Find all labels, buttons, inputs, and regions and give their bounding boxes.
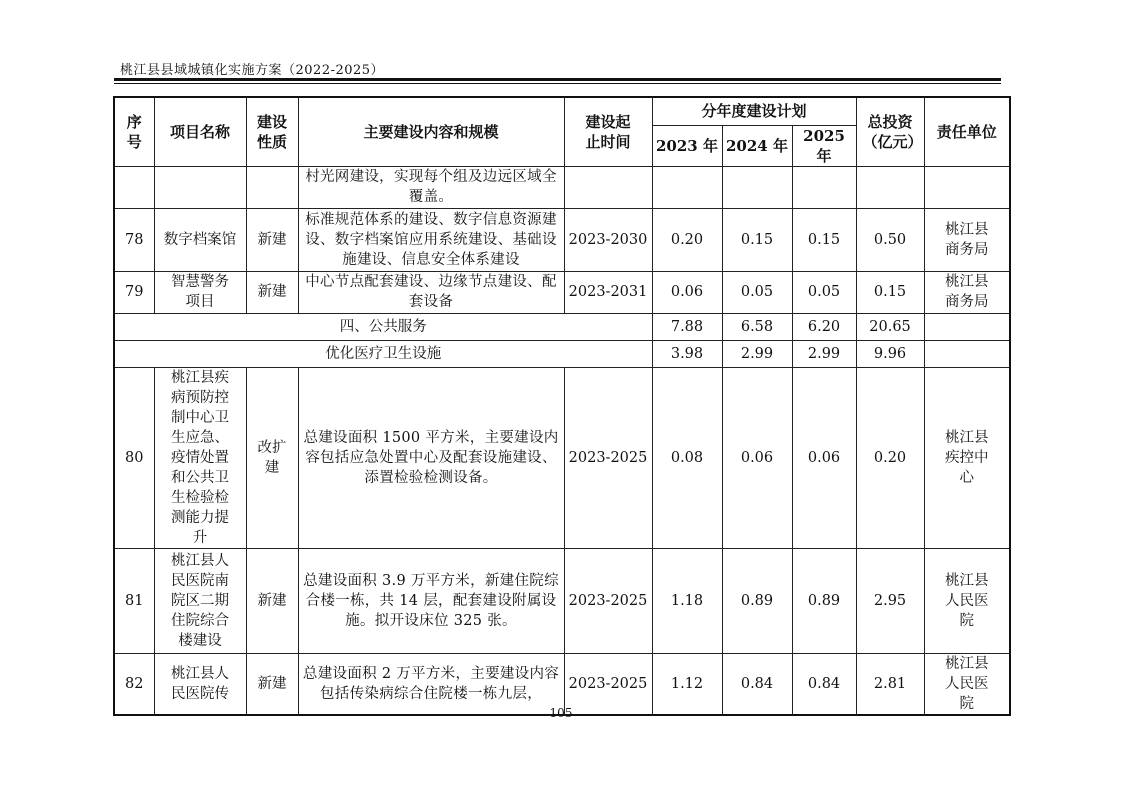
cell-y2025: 6.20 xyxy=(792,313,856,340)
cell-total: 0.15 xyxy=(856,271,924,313)
cell-y2025: 0.84 xyxy=(792,653,856,715)
table-row xyxy=(114,548,1010,653)
header-rule-thick xyxy=(114,78,1001,81)
cell-empty xyxy=(246,166,298,208)
cell-period: 2023-2025 xyxy=(564,367,652,548)
cell-total: 20.65 xyxy=(856,313,924,340)
cell-no: 82 xyxy=(114,653,154,715)
cell-name: 数字档案馆 xyxy=(154,208,246,271)
cell-y2025: 0.05 xyxy=(792,271,856,313)
cell-y2024: 0.89 xyxy=(722,548,792,653)
cell-name: 桃江县人民医院传 xyxy=(154,653,246,715)
cell-y2025: 0.15 xyxy=(792,208,856,271)
cell-total: 9.96 xyxy=(856,340,924,367)
cell-period: 2023-2031 xyxy=(564,271,652,313)
cell-total: 0.20 xyxy=(856,367,924,548)
cell-nature: 新建 xyxy=(246,271,298,313)
header-year-2025: 2025 年 xyxy=(792,125,856,166)
page-number: 105 xyxy=(549,706,573,720)
header-unit: 责任单位 xyxy=(924,97,1010,166)
cell-content: 标准规范体系的建设、数字信息资源建设、数字档案馆应用系统建设、基础设施建设、信息安全体系建设 xyxy=(298,208,564,271)
cell-y2024: 0.15 xyxy=(722,208,792,271)
cell-content: 中心节点配套建设、边缘节点建设、配套设备 xyxy=(298,271,564,313)
cell-period: 2023-2025 xyxy=(564,653,652,715)
cell-name: 桃江县人民医院南院区二期住院综合楼建设 xyxy=(154,548,246,653)
cell-total: 2.81 xyxy=(856,653,924,715)
cell-empty xyxy=(564,166,652,208)
header-year-2024: 2024 年 xyxy=(722,125,792,166)
cell-y2025: 2.99 xyxy=(792,340,856,367)
cell-nature: 新建 xyxy=(246,548,298,653)
cell-unit: 桃江县商务局 xyxy=(924,208,1010,271)
cell-name: 桃江县疾病预防控制中心卫生应急、疫情处置和公共卫生检验检测能力提升 xyxy=(154,367,246,548)
subsection-label: 优化医疗卫生设施 xyxy=(114,340,652,367)
cell-y2024: 6.58 xyxy=(722,313,792,340)
cell-empty xyxy=(924,313,1010,340)
cell-period: 2023-2030 xyxy=(564,208,652,271)
cell-empty xyxy=(924,340,1010,367)
cell-empty xyxy=(114,166,154,208)
header-period: 建设起止时间 xyxy=(564,97,652,166)
subsection-row-medical xyxy=(114,340,1010,367)
cell-nature: 新建 xyxy=(246,208,298,271)
cell-total: 2.95 xyxy=(856,548,924,653)
table-row-continuation xyxy=(114,166,1010,208)
cell-y2023: 0.08 xyxy=(652,367,722,548)
table-row xyxy=(114,208,1010,271)
header-content: 主要建设内容和规模 xyxy=(298,97,564,166)
header-annual-plan: 分年度建设计划 xyxy=(652,97,856,125)
table-row xyxy=(114,271,1010,313)
cell-y2023: 3.98 xyxy=(652,340,722,367)
cell-name: 智慧警务项目 xyxy=(154,271,246,313)
cell-content: 总建设面积 1500 平方米，主要建设内容包括应急处置中心及配套设施建设、添置检验检测设备。 xyxy=(298,367,564,548)
cell-empty xyxy=(722,166,792,208)
cell-y2023: 0.06 xyxy=(652,271,722,313)
cell-unit: 桃江县疾控中心 xyxy=(924,367,1010,548)
cell-empty xyxy=(924,166,1010,208)
table-header-row xyxy=(114,97,1010,125)
header-total: 总投资（亿元） xyxy=(856,97,924,166)
cell-unit: 桃江县商务局 xyxy=(924,271,1010,313)
cell-y2024: 0.05 xyxy=(722,271,792,313)
cell-y2024: 0.84 xyxy=(722,653,792,715)
cell-y2025: 0.89 xyxy=(792,548,856,653)
header-nature: 建设性质 xyxy=(246,97,298,166)
cell-y2023: 1.12 xyxy=(652,653,722,715)
cell-empty xyxy=(652,166,722,208)
cell-unit: 桃江县人民医院 xyxy=(924,548,1010,653)
section-row-public-services xyxy=(114,313,1010,340)
cell-no: 79 xyxy=(114,271,154,313)
header-seq: 序号 xyxy=(114,97,154,166)
cell-no: 81 xyxy=(114,548,154,653)
cell-content: 总建设面积 3.9 万平方米，新建住院综合楼一栋，共 14 层，配套建设附属设施。拟开设床位 325 张。 xyxy=(298,548,564,653)
table-row xyxy=(114,367,1010,548)
cell-y2024: 0.06 xyxy=(722,367,792,548)
cell-nature: 新建 xyxy=(246,653,298,715)
header-rule-thin xyxy=(114,83,1001,84)
cell-no: 78 xyxy=(114,208,154,271)
cell-y2024: 2.99 xyxy=(722,340,792,367)
header-project-name: 项目名称 xyxy=(154,97,246,166)
cell-y2023: 0.20 xyxy=(652,208,722,271)
cell-no: 80 xyxy=(114,367,154,548)
header-year-2023: 2023 年 xyxy=(652,125,722,166)
cell-empty xyxy=(154,166,246,208)
project-plan-table xyxy=(113,96,1011,716)
cell-unit: 桃江县人民医院 xyxy=(924,653,1010,715)
cell-content: 村光网建设，实现每个组及边远区域全覆盖。 xyxy=(298,166,564,208)
cell-y2023: 7.88 xyxy=(652,313,722,340)
cell-total: 0.50 xyxy=(856,208,924,271)
cell-empty xyxy=(856,166,924,208)
section-label: 四、公共服务 xyxy=(114,313,652,340)
cell-period: 2023-2025 xyxy=(564,548,652,653)
cell-empty xyxy=(792,166,856,208)
cell-y2025: 0.06 xyxy=(792,367,856,548)
cell-y2023: 1.18 xyxy=(652,548,722,653)
document-header-title: 桃江县县域城镇化实施方案（2022-2025） xyxy=(120,63,385,78)
cell-nature: 改扩建 xyxy=(246,367,298,548)
cell-content: 总建设面积 2 万平方米，主要建设内容包括传染病综合住院楼一栋九层， xyxy=(298,653,564,715)
